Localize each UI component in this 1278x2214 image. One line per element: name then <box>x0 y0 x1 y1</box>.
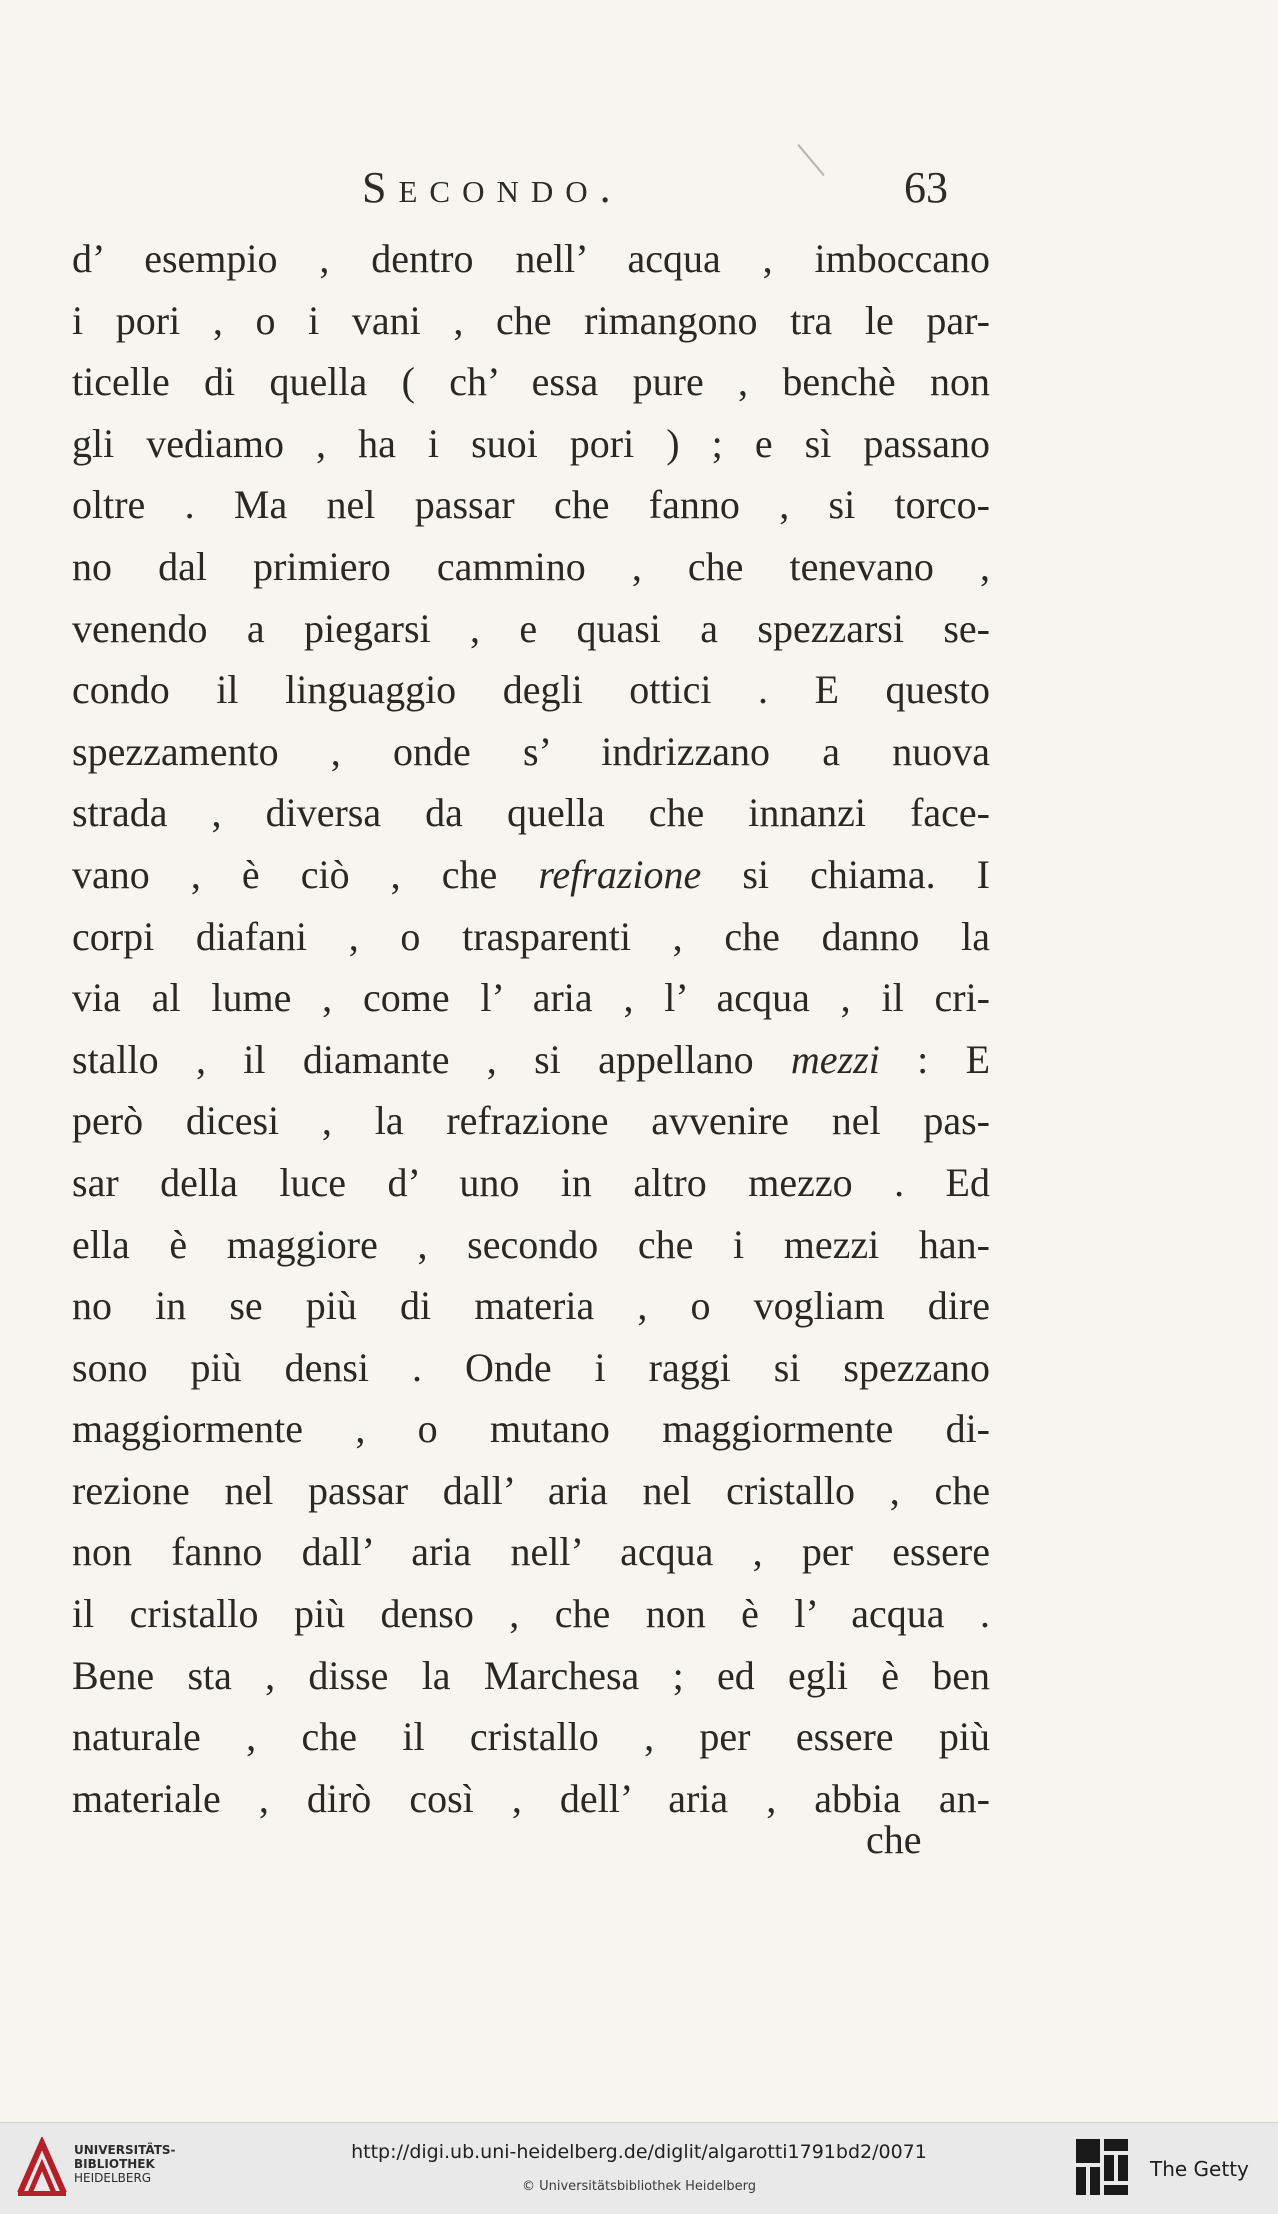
text-line <box>72 782 990 844</box>
text-line <box>72 1460 990 1522</box>
text-segment: d’ esempio , dentro nell’ acqua , imboccano <box>72 236 990 281</box>
text-line <box>72 659 990 721</box>
text-line <box>72 844 990 906</box>
text-segment: via al lume , come l’ aria , l’ acqua , il cri- <box>72 975 990 1021</box>
text-segment: no in se più di materia , o vogliam dire <box>72 1283 990 1329</box>
text-line <box>72 1768 990 1830</box>
library-name-line: HEIDELBERG <box>74 2171 152 2185</box>
text-line <box>72 906 990 968</box>
text-line <box>72 1152 990 1214</box>
page-header <box>0 162 1278 222</box>
text-segment: ella è maggiore , secondo che i mezzi han- <box>72 1221 990 1267</box>
text-line <box>72 290 990 352</box>
text-segment: corpi diafani , o trasparenti , che danno la <box>72 913 990 959</box>
text-line <box>72 1706 990 1768</box>
text-segment: Bene sta , disse la Marchesa ; ed egli è ben <box>72 1652 990 1698</box>
text-line <box>72 474 990 536</box>
text-segment: no dal primiero cammino , che tenevano , <box>72 543 990 589</box>
text-line <box>72 1275 990 1337</box>
text-segment: : E <box>879 1036 991 1082</box>
text-line <box>72 1645 990 1707</box>
text-segment: però dicesi , la refrazione avvenire nel pas- <box>72 1098 990 1144</box>
text-segment: stallo , il diamante , si appellano <box>72 1036 791 1082</box>
text-segment: materiale , dirò così , dell’ aria , abbia an- <box>72 1775 990 1821</box>
text-segment: sar della luce d’ uno in altro mezzo . Ed <box>72 1159 990 1205</box>
running-head: Secondo. <box>362 163 623 212</box>
text-segment: si chiama. I <box>701 851 990 897</box>
text-segment: i pori , o i vani , che rimangono tra le par- <box>72 297 990 343</box>
text-line <box>72 228 990 290</box>
catchword: che <box>866 1817 922 1862</box>
text-line <box>72 351 990 413</box>
text-line <box>72 536 990 598</box>
text-segment: gli vediamo , ha i suoi pori ) ; e sì passano <box>72 420 990 466</box>
text-segment: oltre . Ma nel passar che fanno , si torco- <box>72 482 990 528</box>
body-text <box>72 228 990 1829</box>
library-name-line: UNIVERSITÄTS- <box>74 2143 176 2157</box>
text-segment: il cristallo più denso , che non è l’ acqua . <box>72 1591 990 1637</box>
text-segment: maggiormente , o mutano maggiormente di- <box>72 1406 990 1452</box>
text-segment: venendo a piegarsi , e quasi a spezzarsi se- <box>72 605 990 651</box>
page-number: 63 <box>904 163 948 212</box>
text-line <box>72 1337 990 1399</box>
permalink-url[interactable]: http://digi.ub.uni-heidelberg.de/diglit/algarotti1791bd2/0071 <box>351 2141 927 2163</box>
text-line <box>72 413 990 475</box>
italic-term: refrazione <box>538 851 702 897</box>
italic-term: mezzi <box>790 1036 880 1082</box>
getty-logo-icon <box>1074 2137 1130 2199</box>
text-segment: vano , è ciò , che <box>72 851 539 897</box>
text-line <box>72 1583 990 1645</box>
text-line <box>72 1214 990 1276</box>
text-segment: condo il linguaggio degli ottici . E questo <box>72 667 990 713</box>
partner-name: The Getty <box>1150 2157 1249 2181</box>
footer-bar <box>0 2122 1278 2214</box>
copyright-notice: © Universitätsbibliothek Heidelberg <box>521 2179 756 2194</box>
text-segment: rezione nel passar dall’ aria nel cristallo , che <box>72 1467 990 1513</box>
text-segment: strada , diversa da quella che innanzi face- <box>72 790 990 836</box>
text-segment: non fanno dall’ aria nell’ acqua , per essere <box>72 1529 990 1575</box>
text-segment: ticelle di quella ( ch’ essa pure , benchè non <box>72 359 990 405</box>
text-segment: sono più densi . Onde i raggi si spezzano <box>72 1344 990 1390</box>
text-segment: spezzamento , onde s’ indrizzano a nuova <box>72 728 990 774</box>
text-line <box>72 1521 990 1583</box>
text-line <box>72 1090 990 1152</box>
text-line <box>72 721 990 783</box>
text-line <box>72 598 990 660</box>
library-name-line: BIBLIOTHEK <box>74 2157 155 2171</box>
text-segment: naturale , che il cristallo , per essere più <box>72 1714 990 1760</box>
text-line <box>72 1029 990 1091</box>
text-line <box>72 967 990 1029</box>
text-line <box>72 1398 990 1460</box>
